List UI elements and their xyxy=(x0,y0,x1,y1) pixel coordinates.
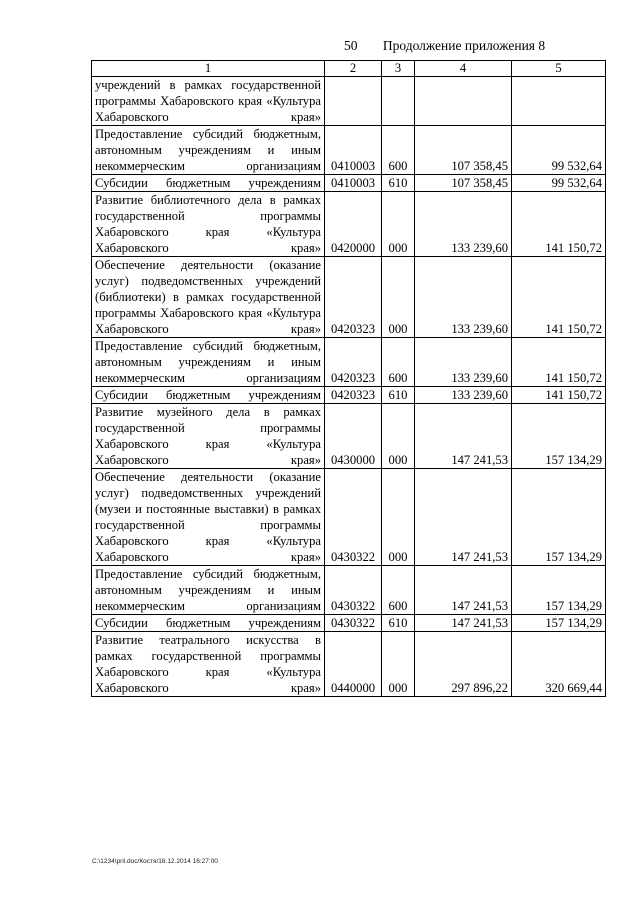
amount-year-2: 141 150,72 xyxy=(512,387,606,404)
table-row xyxy=(92,469,606,566)
page-header xyxy=(344,38,545,54)
amount-year-2: 141 150,72 xyxy=(512,192,606,257)
amount-year-1: 147 241,53 xyxy=(415,566,512,615)
expense-type: 000 xyxy=(382,404,415,469)
expense-type: 000 xyxy=(382,257,415,338)
column-header-4: 4 xyxy=(415,61,512,77)
amount-year-1: 107 358,45 xyxy=(415,126,512,175)
row-name: Развитие театрального искусства в рамках государственной программы Хабаровского края «Культура Хабаровского края» xyxy=(92,632,325,697)
table-row xyxy=(92,338,606,387)
column-header-5: 5 xyxy=(512,61,606,77)
amount-year-1: 133 239,60 xyxy=(415,257,512,338)
amount-year-1: 147 241,53 xyxy=(415,469,512,566)
amount-year-1: 133 239,60 xyxy=(415,387,512,404)
amount-year-2: 99 532,64 xyxy=(512,175,606,192)
column-header-1: 1 xyxy=(92,61,325,77)
amount-year-1: 107 358,45 xyxy=(415,175,512,192)
expense-type: 610 xyxy=(382,387,415,404)
target-code: 0430322 xyxy=(325,566,382,615)
table-header-row xyxy=(92,61,606,77)
target-code: 0440000 xyxy=(325,632,382,697)
target-code xyxy=(325,77,382,126)
table-row xyxy=(92,566,606,615)
target-code: 0420323 xyxy=(325,387,382,404)
amount-year-2: 99 532,64 xyxy=(512,126,606,175)
table-row xyxy=(92,126,606,175)
row-name: Субсидии бюджетным учреждениям xyxy=(92,387,325,404)
row-name: Развитие музейного дела в рамках государственной программы Хабаровского края «Культура Хабаровского края» xyxy=(92,404,325,469)
target-code: 0420323 xyxy=(325,257,382,338)
column-header-2: 2 xyxy=(325,61,382,77)
table-row xyxy=(92,632,606,697)
target-code: 0410003 xyxy=(325,126,382,175)
column-header-3: 3 xyxy=(382,61,415,77)
amount-year-1: 133 239,60 xyxy=(415,338,512,387)
amount-year-1: 147 241,53 xyxy=(415,404,512,469)
amount-year-2: 320 669,44 xyxy=(512,632,606,697)
amount-year-2: 157 134,29 xyxy=(512,469,606,566)
expense-type: 000 xyxy=(382,192,415,257)
table-row xyxy=(92,77,606,126)
target-code: 0420323 xyxy=(325,338,382,387)
table-row xyxy=(92,404,606,469)
row-name: Обеспечение деятельности (оказание услуг) подведомственных учреждений (библиотеки) в рамках государственной программы Хабаровского края «Культура Хабаровского края» xyxy=(92,257,325,338)
expense-type: 600 xyxy=(382,338,415,387)
table-row xyxy=(92,615,606,632)
row-name: учреждений в рамках государственной программы Хабаровского края «Культура Хабаровского края» xyxy=(92,77,325,126)
amount-year-1: 147 241,53 xyxy=(415,615,512,632)
table-row xyxy=(92,257,606,338)
row-name: Субсидии бюджетным учреждениям xyxy=(92,175,325,192)
amount-year-2: 157 134,29 xyxy=(512,566,606,615)
amount-year-1: 133 239,60 xyxy=(415,192,512,257)
file-path-footer: C:\1234\pril.doc/Костя/16.12.2014 16:27:00 xyxy=(92,858,218,865)
target-code: 0420000 xyxy=(325,192,382,257)
expense-type xyxy=(382,77,415,126)
row-name: Предоставление субсидий бюджетным, автономным учреждениям и иным некоммерческим организациям xyxy=(92,126,325,175)
row-name: Субсидии бюджетным учреждениям xyxy=(92,615,325,632)
target-code: 0410003 xyxy=(325,175,382,192)
table-row xyxy=(92,192,606,257)
expense-type: 600 xyxy=(382,126,415,175)
target-code: 0430322 xyxy=(325,615,382,632)
budget-table xyxy=(91,60,606,697)
amount-year-2: 141 150,72 xyxy=(512,338,606,387)
expense-type: 000 xyxy=(382,632,415,697)
row-name: Развитие библиотечного дела в рамках государственной программы Хабаровского края «Культура Хабаровского края» xyxy=(92,192,325,257)
table-row xyxy=(92,175,606,192)
row-name: Обеспечение деятельности (оказание услуг) подведомственных учреждений (музеи и постоянные выставки) в рамках государственной программы Хабаровского края «Культура Хабаровского края» xyxy=(92,469,325,566)
expense-type: 600 xyxy=(382,566,415,615)
row-name: Предоставление субсидий бюджетным, автономным учреждениям и иным некоммерческим организациям xyxy=(92,338,325,387)
expense-type: 000 xyxy=(382,469,415,566)
row-name: Предоставление субсидий бюджетным, автономным учреждениям и иным некоммерческим организациям xyxy=(92,566,325,615)
page-number: 50 xyxy=(344,38,358,53)
table-row xyxy=(92,387,606,404)
page-title: Продолжение приложения 8 xyxy=(382,38,546,53)
amount-year-1 xyxy=(415,77,512,126)
amount-year-2: 141 150,72 xyxy=(512,257,606,338)
amount-year-2: 157 134,29 xyxy=(512,404,606,469)
amount-year-2: 157 134,29 xyxy=(512,615,606,632)
expense-type: 610 xyxy=(382,175,415,192)
target-code: 0430000 xyxy=(325,404,382,469)
amount-year-1: 297 896,22 xyxy=(415,632,512,697)
target-code: 0430322 xyxy=(325,469,382,566)
expense-type: 610 xyxy=(382,615,415,632)
amount-year-2 xyxy=(512,77,606,126)
